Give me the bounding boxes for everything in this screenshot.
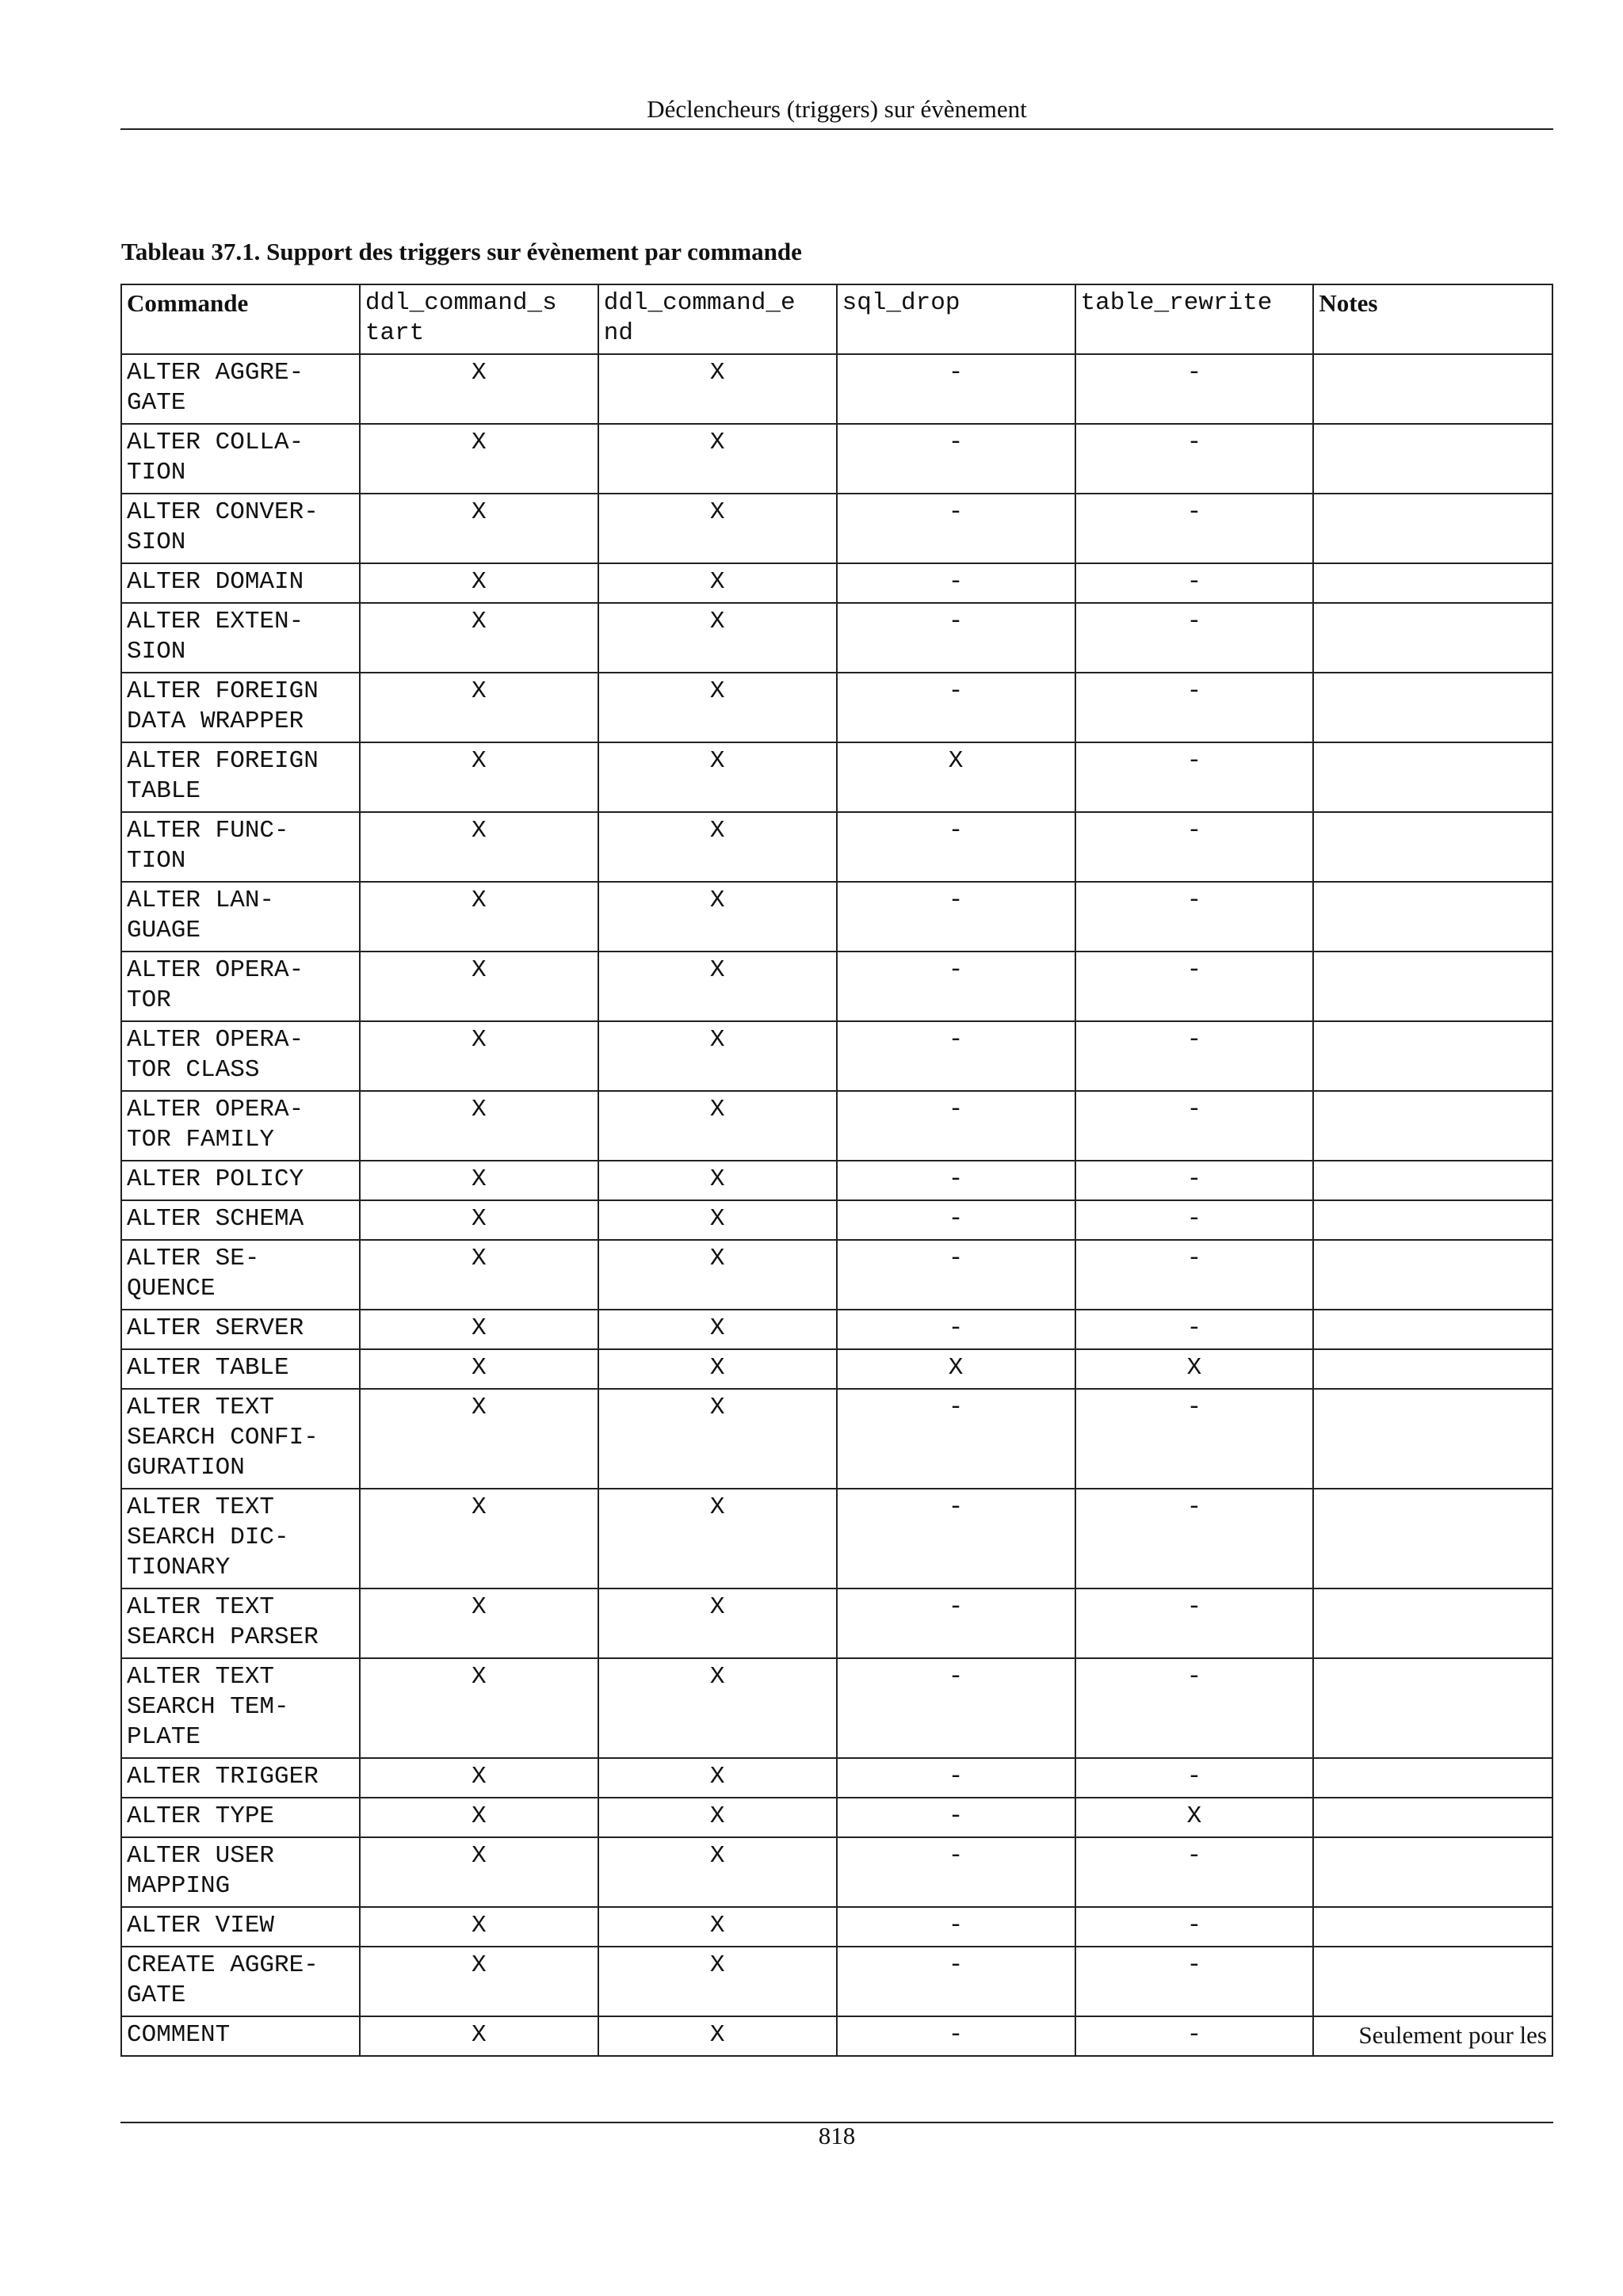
table-rewrite-cell: - (1075, 1161, 1314, 1200)
table-row (121, 603, 1552, 673)
table-rewrite-cell: - (1075, 812, 1314, 882)
table-row (121, 1758, 1552, 1798)
sql-drop-cell: - (837, 1161, 1075, 1200)
ddl-command-start-cell: X (360, 563, 598, 603)
table-row (121, 1240, 1552, 1310)
table-rewrite-cell: - (1075, 563, 1314, 603)
ddl-command-end-cell: X (598, 1200, 837, 1240)
ddl-command-start-cell: X (360, 354, 598, 424)
ddl-command-start-cell: X (360, 673, 598, 742)
table-rewrite-cell: - (1075, 952, 1314, 1021)
table-rewrite-cell: - (1075, 2016, 1314, 2056)
event-trigger-support-table (120, 284, 1553, 2057)
ddl-command-start-cell: X (360, 1837, 598, 1907)
table-row (121, 952, 1552, 1021)
command-cell: ALTER VIEW (121, 1907, 360, 1947)
table-caption: Tableau 37.1. Support des triggers sur évènement par commande (121, 238, 802, 265)
notes-cell (1313, 1489, 1552, 1589)
ddl-command-start-cell: X (360, 1240, 598, 1310)
table-rewrite-cell: - (1075, 1837, 1314, 1907)
command-cell: COMMENT (121, 2016, 360, 2056)
ddl-command-end-cell: X (598, 1161, 837, 1200)
table-row (121, 1837, 1552, 1907)
command-cell: ALTER TRIGGER (121, 1758, 360, 1798)
table-rewrite-cell: - (1075, 1091, 1314, 1161)
table-row (121, 882, 1552, 952)
table-rewrite-cell: X (1075, 1798, 1314, 1837)
notes-cell (1313, 603, 1552, 673)
ddl-command-end-cell: X (598, 1240, 837, 1310)
table-row (121, 1489, 1552, 1589)
command-cell: ALTER OPERA- TOR (121, 952, 360, 1021)
ddl-command-end-cell: X (598, 882, 837, 952)
notes-cell (1313, 1021, 1552, 1091)
ddl-command-start-cell: X (360, 1161, 598, 1200)
command-cell: ALTER OPERA- TOR FAMILY (121, 1091, 360, 1161)
sql-drop-cell: - (837, 494, 1075, 563)
sql-drop-cell: - (837, 1200, 1075, 1240)
table-rewrite-cell: - (1075, 603, 1314, 673)
table-rewrite-cell: - (1075, 1589, 1314, 1658)
command-cell: ALTER DOMAIN (121, 563, 360, 603)
sql-drop-cell: - (837, 1837, 1075, 1907)
ddl-command-start-cell: X (360, 1658, 598, 1758)
sql-drop-cell: X (837, 742, 1075, 812)
ddl-command-start-cell: X (360, 1389, 598, 1489)
notes-cell (1313, 1161, 1552, 1200)
command-cell: ALTER TEXT SEARCH CONFI- GURATION (121, 1389, 360, 1489)
ddl-command-end-cell: X (598, 742, 837, 812)
table-row (121, 1091, 1552, 1161)
command-cell: ALTER USER MAPPING (121, 1837, 360, 1907)
ddl-command-start-cell: X (360, 1907, 598, 1947)
table-rewrite-cell: - (1075, 673, 1314, 742)
ddl-command-start-cell: X (360, 882, 598, 952)
notes-cell (1313, 882, 1552, 952)
command-cell: ALTER SCHEMA (121, 1200, 360, 1240)
command-cell: ALTER SERVER (121, 1310, 360, 1349)
sql-drop-cell: - (837, 1758, 1075, 1798)
table-row (121, 424, 1552, 494)
command-cell: ALTER TEXT SEARCH TEM- PLATE (121, 1658, 360, 1758)
table-row (121, 1200, 1552, 1240)
table-rewrite-cell: - (1075, 494, 1314, 563)
ddl-command-start-cell: X (360, 1021, 598, 1091)
sql-drop-cell: - (837, 1589, 1075, 1658)
notes-cell (1313, 1658, 1552, 1758)
command-cell: CREATE AGGRE- GATE (121, 1947, 360, 2016)
ddl-command-end-cell: X (598, 1837, 837, 1907)
sql-drop-cell: - (837, 603, 1075, 673)
table-body (121, 354, 1552, 2056)
command-cell: ALTER SE- QUENCE (121, 1240, 360, 1310)
table-row (121, 2016, 1552, 2056)
notes-cell (1313, 952, 1552, 1021)
ddl-command-end-cell: X (598, 1947, 837, 2016)
running-header: Déclencheurs (triggers) sur évènement (647, 95, 1027, 123)
notes-cell (1313, 1091, 1552, 1161)
table-rewrite-cell: - (1075, 1907, 1314, 1947)
notes-cell (1313, 742, 1552, 812)
ddl-command-start-cell: X (360, 742, 598, 812)
ddl-command-end-cell: X (598, 354, 837, 424)
table-rewrite-cell: - (1075, 1758, 1314, 1798)
ddl-command-start-cell: X (360, 1798, 598, 1837)
command-cell: ALTER LAN- GUAGE (121, 882, 360, 952)
notes-cell: Seulement pour les (1313, 2016, 1552, 2056)
command-cell: ALTER POLICY (121, 1161, 360, 1200)
table-rewrite-cell: - (1075, 1021, 1314, 1091)
table-rewrite-cell: - (1075, 354, 1314, 424)
notes-cell (1313, 563, 1552, 603)
sql-drop-cell: - (837, 1489, 1075, 1589)
table-row (121, 563, 1552, 603)
table-row (121, 1947, 1552, 2016)
ddl-command-start-cell: X (360, 1349, 598, 1389)
sql-drop-cell: X (837, 1349, 1075, 1389)
command-cell: ALTER TEXT SEARCH PARSER (121, 1589, 360, 1658)
command-cell: ALTER AGGRE- GATE (121, 354, 360, 424)
table-rewrite-cell: - (1075, 1310, 1314, 1349)
notes-cell (1313, 812, 1552, 882)
table-row (121, 1589, 1552, 1658)
sql-drop-cell: - (837, 952, 1075, 1021)
notes-cell (1313, 1349, 1552, 1389)
notes-cell (1313, 1758, 1552, 1798)
ddl-command-end-cell: X (598, 1589, 837, 1658)
ddl-command-start-cell: X (360, 1489, 598, 1589)
notes-cell (1313, 1907, 1552, 1947)
ddl-command-end-cell: X (598, 603, 837, 673)
column-header-table-rewrite: table_rewrite (1075, 284, 1314, 354)
notes-cell (1313, 1837, 1552, 1907)
notes-cell (1313, 1947, 1552, 2016)
table-row (121, 812, 1552, 882)
table-row (121, 1658, 1552, 1758)
ddl-command-end-cell: X (598, 1349, 837, 1389)
sql-drop-cell: - (837, 1310, 1075, 1349)
command-cell: ALTER EXTEN- SION (121, 603, 360, 673)
command-cell: ALTER TEXT SEARCH DIC- TIONARY (121, 1489, 360, 1589)
sql-drop-cell: - (837, 1658, 1075, 1758)
sql-drop-cell: - (837, 354, 1075, 424)
ddl-command-end-cell: X (598, 494, 837, 563)
column-header-ddl-command-start: ddl_command_s tart (360, 284, 598, 354)
sql-drop-cell: - (837, 673, 1075, 742)
sql-drop-cell: - (837, 1091, 1075, 1161)
ddl-command-end-cell: X (598, 1091, 837, 1161)
column-header-notes: Notes (1313, 284, 1552, 354)
table-rewrite-cell: - (1075, 882, 1314, 952)
table-header-row (121, 284, 1552, 354)
ddl-command-start-cell: X (360, 2016, 598, 2056)
table-rewrite-cell: - (1075, 1658, 1314, 1758)
ddl-command-start-cell: X (360, 424, 598, 494)
table-row (121, 354, 1552, 424)
ddl-command-start-cell: X (360, 1758, 598, 1798)
table-row (121, 1389, 1552, 1489)
table-row (121, 673, 1552, 742)
sql-drop-cell: - (837, 1907, 1075, 1947)
ddl-command-end-cell: X (598, 1907, 837, 1947)
ddl-command-end-cell: X (598, 424, 837, 494)
table-rewrite-cell: - (1075, 1200, 1314, 1240)
table-row (121, 494, 1552, 563)
sql-drop-cell: - (837, 1389, 1075, 1489)
ddl-command-end-cell: X (598, 563, 837, 603)
column-header-ddl-command-end: ddl_command_e nd (598, 284, 837, 354)
table-rewrite-cell: - (1075, 424, 1314, 494)
ddl-command-end-cell: X (598, 1021, 837, 1091)
ddl-command-start-cell: X (360, 952, 598, 1021)
sql-drop-cell: - (837, 812, 1075, 882)
ddl-command-end-cell: X (598, 1389, 837, 1489)
command-cell: ALTER CONVER- SION (121, 494, 360, 563)
ddl-command-end-cell: X (598, 812, 837, 882)
sql-drop-cell: - (837, 424, 1075, 494)
ddl-command-end-cell: X (598, 1658, 837, 1758)
ddl-command-start-cell: X (360, 1310, 598, 1349)
ddl-command-end-cell: X (598, 2016, 837, 2056)
sql-drop-cell: - (837, 2016, 1075, 2056)
ddl-command-start-cell: X (360, 1589, 598, 1658)
sql-drop-cell: - (837, 1021, 1075, 1091)
column-header-sql-drop: sql_drop (837, 284, 1075, 354)
command-cell: ALTER OPERA- TOR CLASS (121, 1021, 360, 1091)
sql-drop-cell: - (837, 563, 1075, 603)
table-rewrite-cell: - (1075, 1489, 1314, 1589)
command-cell: ALTER COLLA- TION (121, 424, 360, 494)
table-row (121, 1021, 1552, 1091)
sql-drop-cell: - (837, 1798, 1075, 1837)
ddl-command-end-cell: X (598, 1758, 837, 1798)
ddl-command-start-cell: X (360, 812, 598, 882)
ddl-command-start-cell: X (360, 494, 598, 563)
ddl-command-start-cell: X (360, 1091, 598, 1161)
notes-cell (1313, 1798, 1552, 1837)
table-rewrite-cell: - (1075, 1947, 1314, 2016)
sql-drop-cell: - (837, 1947, 1075, 2016)
ddl-command-start-cell: X (360, 1200, 598, 1240)
table-row (121, 1798, 1552, 1837)
notes-cell (1313, 1589, 1552, 1658)
table-row (121, 1310, 1552, 1349)
table-rewrite-cell: - (1075, 742, 1314, 812)
page-number: 818 (818, 2122, 856, 2149)
table-row (121, 742, 1552, 812)
table-rewrite-cell: - (1075, 1240, 1314, 1310)
notes-cell (1313, 1389, 1552, 1489)
table-row (121, 1161, 1552, 1200)
notes-cell (1313, 494, 1552, 563)
ddl-command-end-cell: X (598, 673, 837, 742)
ddl-command-start-cell: X (360, 603, 598, 673)
table-row (121, 1907, 1552, 1947)
notes-cell (1313, 1310, 1552, 1349)
ddl-command-end-cell: X (598, 1798, 837, 1837)
notes-cell (1313, 1200, 1552, 1240)
notes-cell (1313, 673, 1552, 742)
command-cell: ALTER TYPE (121, 1798, 360, 1837)
notes-cell (1313, 424, 1552, 494)
notes-cell (1313, 1240, 1552, 1310)
sql-drop-cell: - (837, 882, 1075, 952)
command-cell: ALTER TABLE (121, 1349, 360, 1389)
table-row (121, 1349, 1552, 1389)
ddl-command-start-cell: X (360, 1947, 598, 2016)
notes-cell (1313, 354, 1552, 424)
ddl-command-end-cell: X (598, 952, 837, 1021)
sql-drop-cell: - (837, 1240, 1075, 1310)
table-rewrite-cell: X (1075, 1349, 1314, 1389)
ddl-command-end-cell: X (598, 1489, 837, 1589)
command-cell: ALTER FOREIGN DATA WRAPPER (121, 673, 360, 742)
column-header-commande: Commande (121, 284, 360, 354)
ddl-command-end-cell: X (598, 1310, 837, 1349)
command-cell: ALTER FOREIGN TABLE (121, 742, 360, 812)
table-rewrite-cell: - (1075, 1389, 1314, 1489)
command-cell: ALTER FUNC- TION (121, 812, 360, 882)
header-rule (120, 128, 1553, 130)
